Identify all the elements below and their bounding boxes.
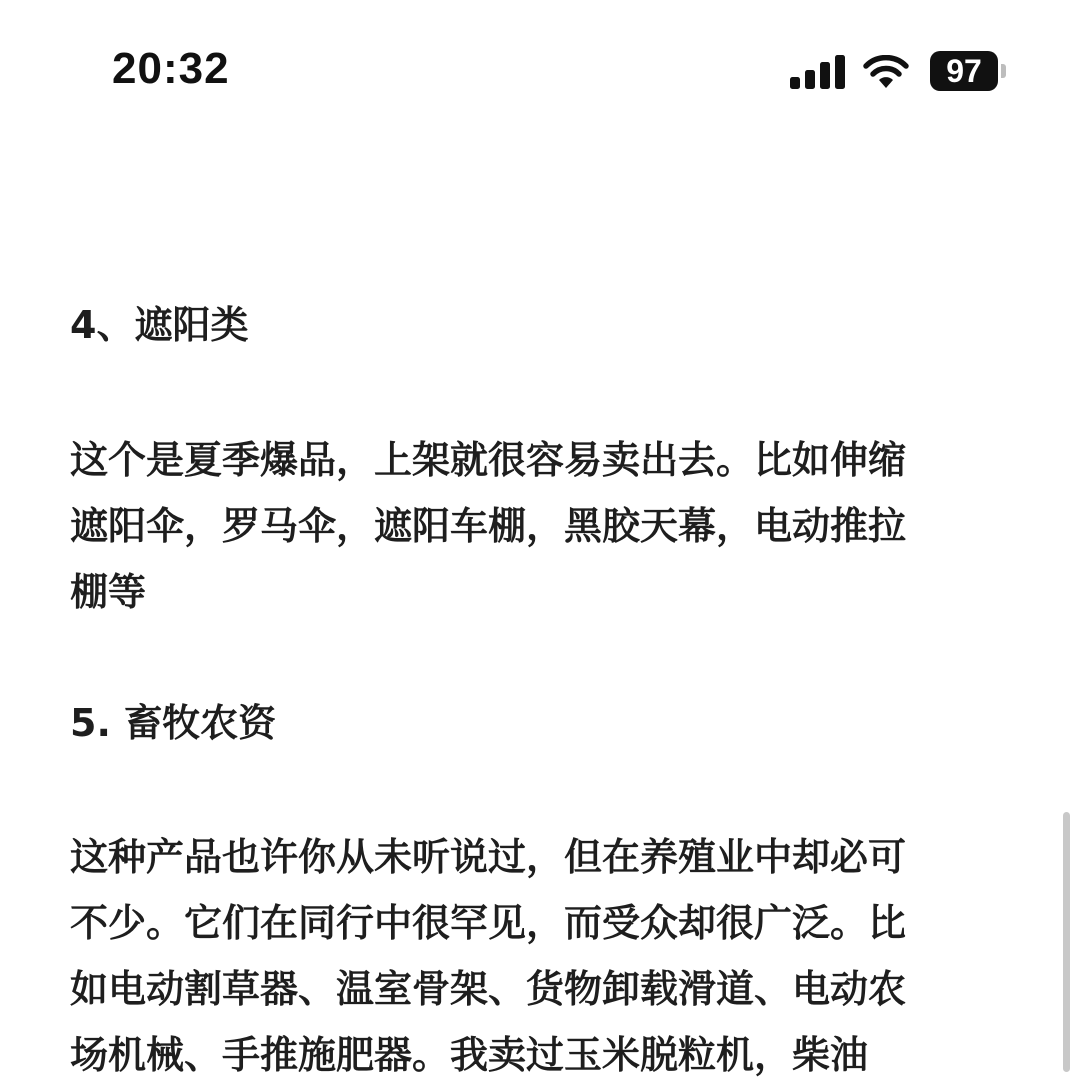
battery-tip (1001, 64, 1006, 78)
status-bar (0, 0, 1080, 140)
section-heading-livestock: 5. 畜牧农资 (70, 701, 277, 745)
section-heading-sunshade: 4、遮阳类 (70, 303, 249, 347)
paragraph-line: 棚等 (70, 570, 147, 614)
paragraph-line: 不少。它们在同行中很罕见，而受众却很广泛。比 (70, 901, 907, 945)
paragraph-line: 遮阳伞，罗马伞，遮阳车棚，黑胶天幕，电动推拉 (70, 504, 907, 548)
paragraph-line: 如电动割草器、温室骨架、货物卸载滑道、电动农 (70, 967, 907, 1011)
cellular-signal-icon (790, 55, 846, 89)
wifi-icon (862, 55, 910, 89)
paragraph-line: 场机械、手推施肥器。我卖过玉米脱粒机，柴油 (70, 1033, 869, 1077)
section-body-livestock (70, 824, 990, 1088)
paragraph-line: 这个是夏季爆品，上架就很容易卖出去。比如伸缩 (70, 438, 907, 482)
paragraph-line: 这种产品也许你从未听说过，但在养殖业中却必可 (70, 835, 907, 879)
section-body-sunshade (70, 427, 990, 625)
status-time: 20:32 (112, 44, 230, 93)
scrollbar[interactable] (1063, 812, 1070, 1072)
battery-level: 97 (946, 53, 982, 89)
battery-indicator (930, 51, 1010, 91)
